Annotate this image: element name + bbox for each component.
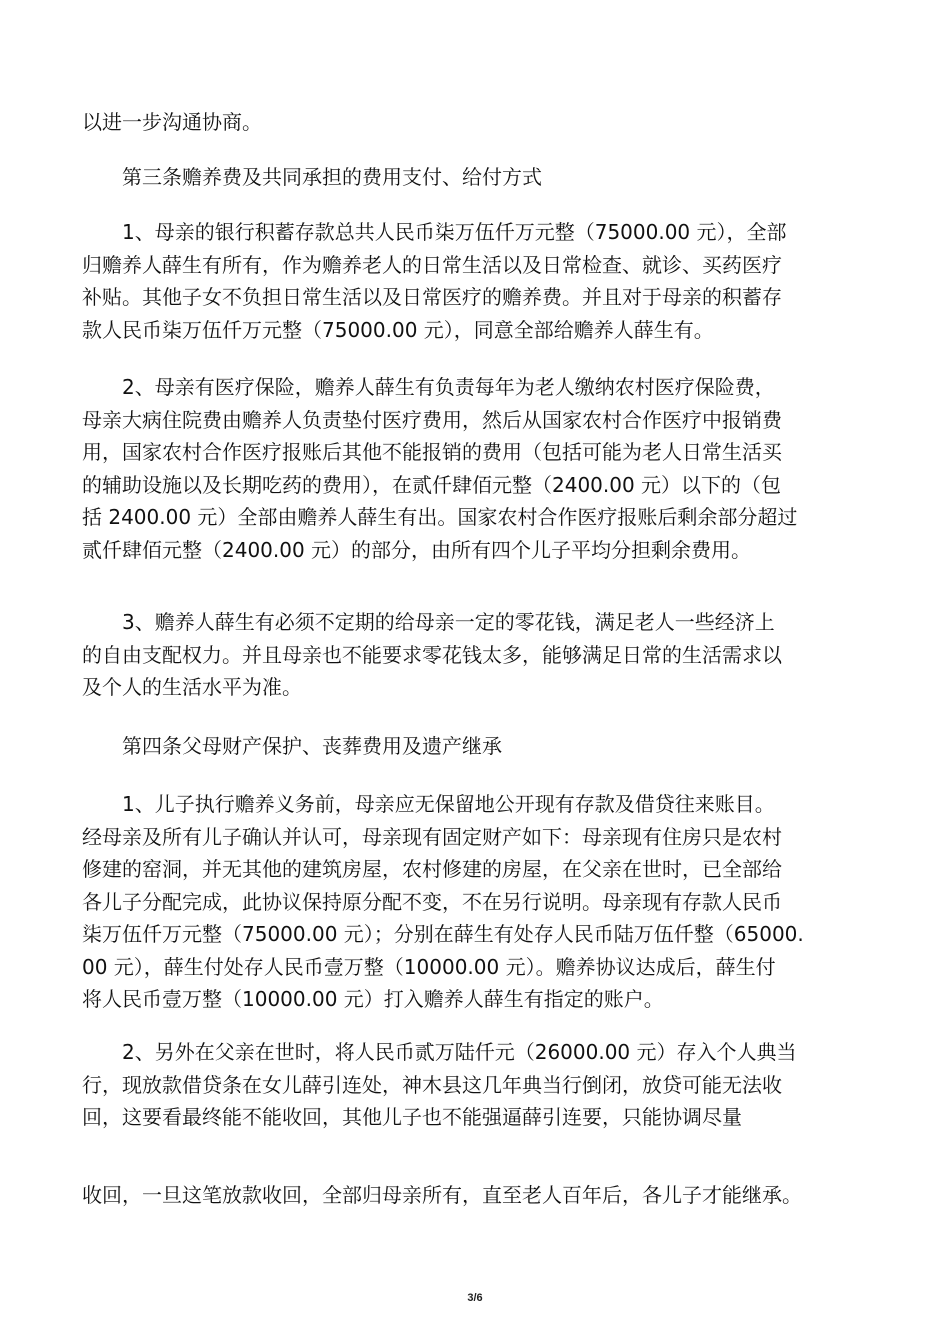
text-line: 补贴。其他子女不负担日常生活以及日常医疗的赡养费。并且对于母亲的积蓄存 xyxy=(82,285,782,309)
text-line: 归赡养人薛生有所有，作为赡养老人的日常生活以及日常检查、就诊、买药医疗 xyxy=(82,252,782,277)
article-4-heading xyxy=(82,730,922,763)
text-line: 2、另外在父亲在世时，将人民币贰万陆仟元（26000.00 元）存入个人典当 xyxy=(122,1040,797,1064)
text-line: 的自由支配权力。并且母亲也不能要求零花钱太多，能够满足日常的生活需求以 xyxy=(82,642,782,667)
heading-line: 第三条赡养费及共同承担的费用支付、给付方式 xyxy=(122,165,542,189)
text-line: 3、赡养人薛生有必须不定期的给母亲一定的零花钱，满足老人一些经济上 xyxy=(122,610,775,634)
text-line: 贰仟肆佰元整（2400.00 元）的部分，由所有四个儿子平均分担剩余费用。 xyxy=(82,537,752,562)
page-number: 3/6 xyxy=(467,1292,483,1304)
article-3-item-2 xyxy=(82,371,882,566)
text-line: 修建的窑洞，并无其他的建筑房屋，农村修建的房屋，在父亲在世时，已全部给 xyxy=(82,857,782,881)
text-line: 母亲大病住院费由赡养人负责垫付医疗费用，然后从国家农村合作医疗中报销费 xyxy=(82,407,782,432)
text-line: 以进一步沟通协商。 xyxy=(82,110,262,134)
text-line: 00 元），薛生付处存人民币壹万整（10000.00 元）。赡养协议达成后，薛生付 xyxy=(82,954,776,979)
article-4-item-2-continuation xyxy=(82,1179,882,1212)
text-line: 回，这要看最终能不能收回，其他儿子也不能强逼薛引连要，只能协调尽量 xyxy=(82,1105,742,1129)
paragraph-continuation xyxy=(82,106,882,139)
text-line: 的辅助设施以及长期吃药的费用），在贰仟肆佰元整（2400.00 元）以下的（包 xyxy=(82,472,782,497)
article-4-item-2 xyxy=(82,1036,882,1134)
text-line: 柒万伍仟万元整（75000.00 元）；分别在薛生有处存人民币陆万伍仟整（65000. xyxy=(82,922,804,946)
text-line: 将人民币壹万整（10000.00 元）打入赡养人薛生有指定的账户。 xyxy=(82,987,664,1011)
text-line: 款人民币柒万伍仟万元整（75000.00 元），同意全部给赡养人薛生有。 xyxy=(82,317,714,342)
text-line: 1、母亲的银行积蓄存款总共人民币柒万伍仟万元整（75000.00 元），全部 xyxy=(122,220,787,244)
text-line: 收回，一旦这笔放款收回，全部归母亲所有，直至老人百年后，各儿子才能继承。 xyxy=(82,1183,802,1207)
text-line: 用，国家农村合作医疗报账后其他不能报销的费用（包括可能为老人日常生活买 xyxy=(82,440,782,464)
text-line: 经母亲及所有儿子确认并认可，母亲现有固定财产如下：母亲现有住房只是农村 xyxy=(82,824,782,849)
article-3-item-3 xyxy=(82,606,882,704)
text-line: 括 2400.00 元）全部由赡养人薛生有出。国家农村合作医疗报账后剩余部分超过 xyxy=(82,505,798,529)
text-line: 1、儿子执行赡养义务前，母亲应无保留地公开现有存款及借贷往来账目。 xyxy=(122,792,775,816)
article-3-heading xyxy=(82,161,922,194)
text-line: 各儿子分配完成，此协议保持原分配不变，不在另行说明。母亲现有存款人民币 xyxy=(82,889,782,914)
article-4-item-1 xyxy=(82,788,882,1016)
text-line: 行，现放款借贷条在女儿薛引连处，神木县这几年典当行倒闭，放贷可能无法收 xyxy=(82,1072,782,1097)
text-line: 2、母亲有医疗保险，赡养人薛生有负责每年为老人缴纳农村医疗保险费， xyxy=(122,375,775,399)
text-line: 及个人的生活水平为准。 xyxy=(82,675,302,699)
heading-line: 第四条父母财产保护、丧葬费用及遗产继承 xyxy=(122,734,502,758)
article-3-item-1 xyxy=(82,216,882,346)
